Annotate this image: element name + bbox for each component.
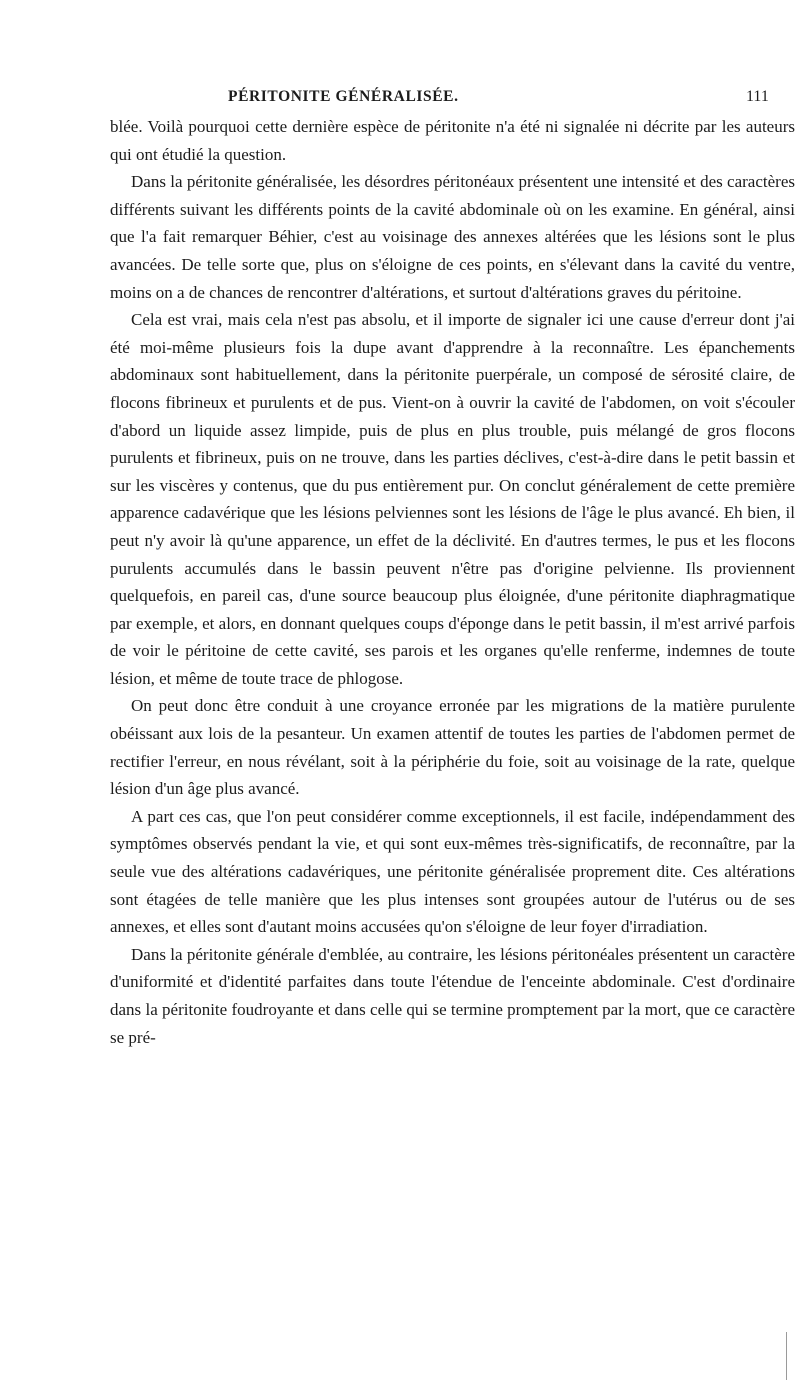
page-edge-mark [786, 1332, 787, 1380]
paragraph: Dans la péritonite généralisée, les désordres péritonéaux présentent une intensité et des caractères différents suivant les différents points de la cavité abdominale où on les examine. En général, ainsi que l'a fait remarquer Béhier, c'est au voisinage des annexes altérées que les lésions sont le plus avancées. De telle sorte que, plus on s'éloigne de ces points, en s'élevant dans la cavité du ventre, moins on a de chances de rencontrer d'altérations, et surtout d'altérations graves du péritoine. [110, 172, 795, 302]
paragraph: On peut donc être conduit à une croyance erronée par les migrations de la matière purulente obéissant aux lois de la pesanteur. Un examen attentif de toutes les parties de l'abdomen permet de rectifier l'erreur, en nous révélant, soit à la périphérie du foie, soit au voisinage de la rate, quelque lésion d'un âge plus avancé. [110, 696, 795, 799]
paragraph: Dans la péritonite générale d'emblée, au contraire, les lésions péritonéales présentent un caractère d'uniformité et d'identité parfaites dans toute l'étendue de l'enceinte abdominale. C'est d'ordinaire dans la péritonite foudroyante et dans celle qui se termine promptement par la mort, que ce caractère se pré- [110, 944, 795, 1047]
paragraph: A part ces cas, que l'on peut considérer comme exceptionnels, il est facile, indépendamment des symptômes observés pendant la vie, et qui sont eux-mêmes très-significatifs, de reconnaître, par la seule vue des altérations cadavériques, une péritonite généralisée proprement dite. Ces altérations sont étagées de telle manière que les plus intenses sont groupées autour de l'utérus ou de ses annexes, et elles sont d'autant moins accusées qu'on s'éloigne de leur foyer d'irradiation. [110, 806, 795, 937]
page-number: 111 [746, 88, 769, 105]
running-title: PÉRITONITE GÉNÉRALISÉE. [228, 88, 459, 105]
body-text [110, 113, 795, 1051]
paragraph-continuation: blée. Voilà pourquoi cette dernière espèce de péritonite n'a été ni signalée ni décrite par les auteurs qui ont étudié la question. [110, 117, 795, 164]
page-header [0, 86, 800, 112]
paragraph: Cela est vrai, mais cela n'est pas absolu, et il importe de signaler ici une cause d'erreur dont j'ai été moi-même plusieurs fois la dupe avant d'apprendre à la reconnaître. Les épanchements abdominaux sont habituellement, dans la péritonite puerpérale, un composé de sérosité claire, de flocons fibrineux et purulents et de pus. Vient-on à ouvrir la cavité de l'abdomen, on voit s'écouler d'abord un liquide assez limpide, puis de plus en plus trouble, puis mélangé de gros flocons purulents et fibrineux, puis on ne trouve, dans les parties déclives, c'est-à-dire dans le petit bassin et sur les viscères y contenus, que du pus entièrement pur. On conclut généralement de cette première apparence cadavérique que les lésions pelviennes sont les lésions de l'âge le plus avancé. Eh bien, il peut n'y avoir là qu'une apparence, un effet de la déclivité. En d'autres termes, le pus et les flocons purulents accumulés dans le bassin peuvent n'être pas d'origine pelvienne. Ils proviennent quelquefois, en pareil cas, d'une source beaucoup plus éloignée, d'une péritonite diaphragmatique par exemple, et alors, en donnant quelques coups d'éponge dans le petit bassin, il m'est arrivé parfois de voir le péritoine de cette cavité, ses parois et les organes qu'elle renferme, indemnes de toute lésion, et même de toute trace de phlogose. [110, 310, 795, 688]
